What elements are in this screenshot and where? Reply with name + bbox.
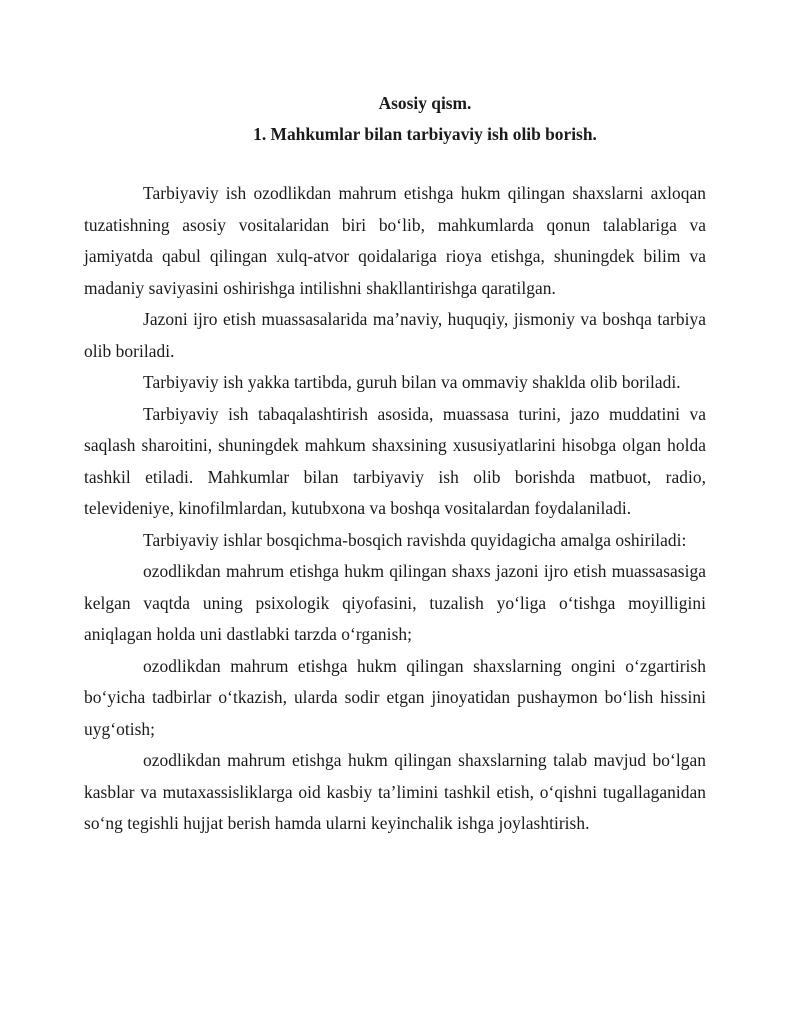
paragraph-6: ozodlikdan mahrum etishga hukm qilingan shaxs jazoni ijro etish muassasasiga kelgan vaqtda uning psixologik qiyofasini, tuzalish yo‘liga o‘tishga moyilligini aniqlagan holda uni dastlabki tarzda o‘rganish; [84, 561, 706, 644]
paragraph-7: ozodlikdan mahrum etishga hukm qilingan shaxslarning ongini o‘zgartirish bo‘yicha tadbirlar o‘tkazish, ularda sodir etgan jinoyatidan pushaymon bo‘lish hissini uyg‘otish; [84, 655, 706, 739]
section-subtitle: 1. Mahkumlar bilan tarbiyaviy ish olib borish. [253, 124, 597, 144]
paragraph-2: Jazoni ijro etish muassasalarida ma’naviy, huquqiy, jismoniy va boshqa tarbiya olib boriladi. [84, 309, 706, 361]
document-body [84, 88, 706, 840]
paragraph-4: Tarbiyaviy ish tabaqalashtirish asosida, muassasa turini, jazo muddatini va saqlash sharoitini, shuningdek mahkum shaxsining xususiyatlarini hisobga olgan holda tashkil etiladi. Mahkumlar bilan tarbiyaviy ish olib borishda matbuot, radio, televideniye, kinofilmlardan, kutubxona va boshqa vositalardan foydalaniladi. [84, 403, 706, 518]
paragraph-1: Tarbiyaviy ish ozodlikdan mahrum etishga hukm qilingan shaxslarni axloqan tuzatishning asosiy vositalaridan biri bo‘lib, mahkumlarda qonun talablariga va jamiyatda qabul qilingan xulq-atvor qoidalariga rioya etishga, shuningdek bilim va madaniy saviyasini oshirishga intilishni shakllantirishga qaratilgan. [84, 183, 706, 298]
heading-spacer [84, 150, 706, 178]
paragraph-8: ozodlikdan mahrum etishga hukm qilingan shaxslarning talab mavjud bo‘lgan kasblar va mutaxassisliklarga oid kasbiy ta’limini tashkil etish, o‘qishni tugallaganidan so‘ng tegishli hujjat berish hamda ularni keyinchalik ishga joylashtirish. [84, 750, 706, 833]
section-title: Asosiy qism. [378, 93, 472, 113]
paragraph-3: Tarbiyaviy ish yakka tartibda, guruh bilan va ommaviy shaklda olib boriladi. [143, 372, 681, 392]
paragraph-5: Tarbiyaviy ishlar bosqichma-bosqich ravishda quyidagicha amalga oshiriladi: [143, 529, 687, 550]
